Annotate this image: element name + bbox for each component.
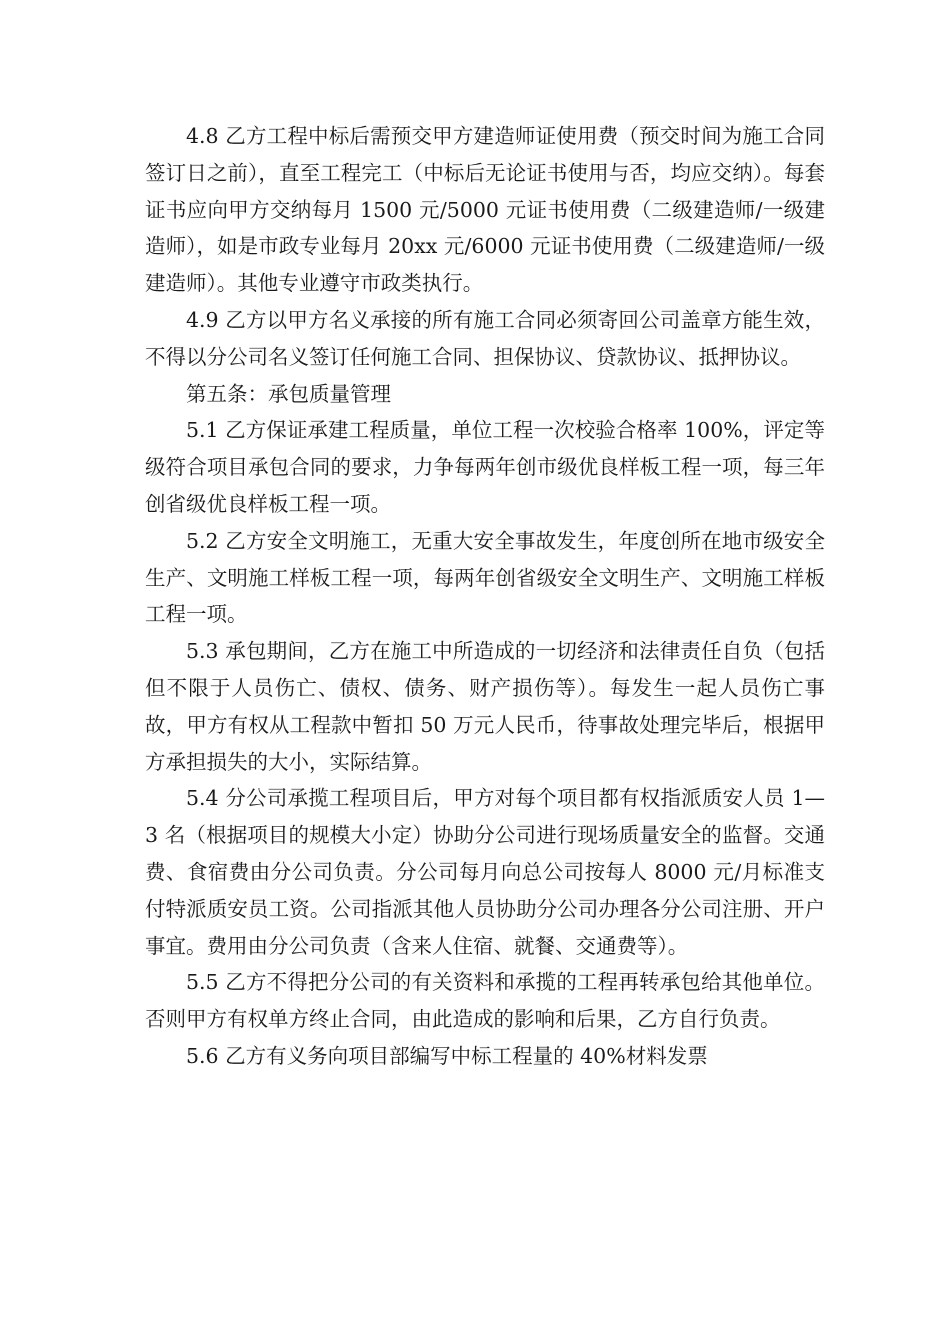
clause-5-2: 5.2 乙方安全文明施工，无重大安全事故发生，年度创所在地市级安全生产、文明施工样板工程一项，每两年创省级安全文明生产、文明施工样板工程一项。 [145, 528, 825, 627]
clause-4-8: 4.8 乙方工程中标后需预交甲方建造师证使用费（预交时间为施工合同签订日之前），直至工程完工（中标后无论证书使用与否，均应交纳）。每套证书应向甲方交纳每月 1500 元/5000 元证书使用费（二级建造师/一级建造师），如是市政专业每月 20xx 元/6000 元证书使用费（二级建造师/一级建造师）。其他专业遵守市政类执行。 [145, 124, 825, 296]
clause-5-4: 5.4 分公司承揽工程项目后，甲方对每个项目都有权指派质安人员 1—3 名（根据项目的规模大小定）协助分公司进行现场质量安全的监督。交通费、食宿费由分公司负责。分公司每月向总公司按每人 8000 元/月标准支付特派质安员工资。公司指派其他人员协助分公司办理各分公司注册、开户事宜。费用由分公司负责（含来人住宿、就餐、交通费等）。 [145, 786, 825, 958]
clause-5-6: 5.6 乙方有义务向项目部编写中标工程量的 40%材料发票 [186, 1043, 708, 1068]
clause-4-9: 4.9 乙方以甲方名义承接的所有施工合同必须寄回公司盖章方能生效，不得以分公司名义签订任何施工合同、担保协议、贷款协议、抵押协议。 [145, 307, 825, 369]
clause-5-5: 5.5 乙方不得把分公司的有关资料和承揽的工程再转承包给其他单位。否则甲方有权单方终止合同，由此造成的影响和后果，乙方自行负责。 [145, 970, 825, 1032]
section-heading-article-5: 第五条：承包质量管理 [186, 381, 391, 406]
document-body [145, 118, 825, 1075]
clause-5-1: 5.1 乙方保证承建工程质量，单位工程一次校验合格率 100%，评定等级符合项目承包合同的要求，力争每两年创市级优良样板工程一项，每三年创省级优良样板工程一项。 [145, 418, 825, 516]
clause-5-3: 5.3 承包期间，乙方在施工中所造成的一切经济和法律责任自负（包括但不限于人员伤亡、债权、债务、财产损伤等）。每发生一起人员伤亡事故，甲方有权从工程款中暂扣 50 万元人民币，待事故处理完毕后，根据甲方承担损失的大小，实际结算。 [145, 639, 825, 774]
